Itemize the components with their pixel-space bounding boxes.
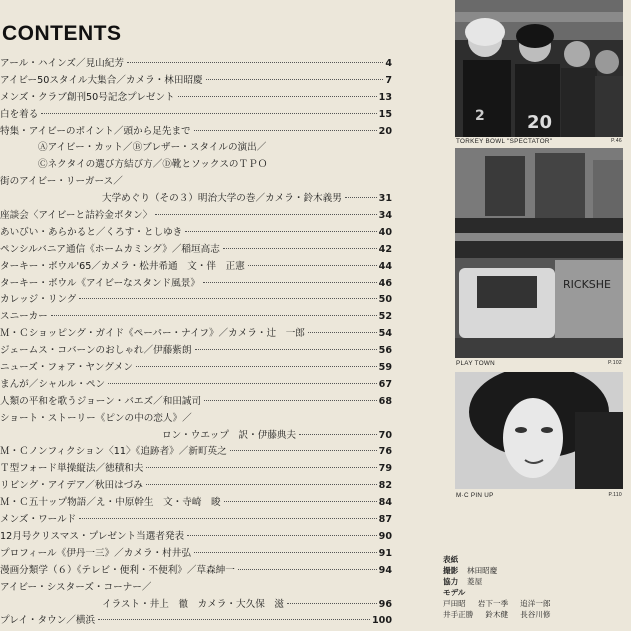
toc-entry-title: スニーカー xyxy=(0,311,48,323)
toc-leader-dots xyxy=(51,315,377,316)
toc-leader-dots xyxy=(195,349,377,350)
play-town-photo xyxy=(455,148,623,358)
model-name: 戸田昭 xyxy=(443,599,466,608)
model-name: 追洋一郎 xyxy=(520,599,551,608)
toc-entry xyxy=(0,276,392,293)
toc-entry xyxy=(0,259,392,276)
toc-leader-dots xyxy=(224,501,377,502)
toc-entry xyxy=(0,613,392,630)
toc-entry-title: 街のアイビー・リーガース／ xyxy=(0,176,123,188)
toc-entry-page: 13 xyxy=(378,91,392,103)
toc-entry-title: アイビー・シスターズ・コーナー／ xyxy=(0,581,152,593)
toc-entry-title: ジェームス・コバーンのおしゃれ／伊藤紫朗 xyxy=(0,345,192,357)
toc-entry-page: 44 xyxy=(378,260,392,272)
toc-leader-dots xyxy=(98,619,370,620)
toc-entry-page: 59 xyxy=(378,362,392,374)
toc-entry xyxy=(0,225,392,242)
photo-label: 撮影 xyxy=(443,566,459,575)
toc-entry-page: 94 xyxy=(378,564,392,576)
toc-leader-dots xyxy=(79,298,376,299)
caption-pin-up xyxy=(456,492,622,499)
toc-entry xyxy=(0,326,392,343)
caption-text: PLAY TOWN xyxy=(456,360,495,367)
svg-text:2: 2 xyxy=(475,108,485,124)
pin-up-photo xyxy=(455,372,623,489)
toc-entry xyxy=(0,292,392,309)
toc-leader-dots xyxy=(127,62,383,63)
toc-entry-page: 70 xyxy=(378,429,392,441)
toc-entry-title: 大学めぐり（その３）明治大学の巻／カメラ・鈴木義男 xyxy=(102,193,342,205)
caption-page: P.46 xyxy=(611,138,622,144)
toc-entry xyxy=(0,73,392,90)
toc-entry-title: Ｍ・Ｃノンフィクション〈11〉《追跡者》／新町英之 xyxy=(0,446,227,458)
caption-text: TORKEY BOWL "SPECTATOR" xyxy=(456,138,553,145)
toc-entry-title: Ｍ・Ｃ五十ップ物語／え・中原幹生 文・寺崎 晙 xyxy=(0,497,221,509)
toc-entry-title: 座談会〈アイビーと詰衿金ボタン〉 xyxy=(0,210,153,222)
toc-entry-page: 15 xyxy=(378,108,392,120)
toc-entry-title: 人類の平和を歌うジョーン・バエズ／和田誠司 xyxy=(0,395,202,407)
toc-entry-page: 20 xyxy=(378,125,392,137)
toc-entry xyxy=(0,377,392,394)
toc-entry-title: プロフィール《伊丹一三》／カメラ・村井弘 xyxy=(0,547,191,559)
toc-entry-title: アイビー50スタイル大集合／カメラ・林田昭慶 xyxy=(0,74,203,86)
model-name: 井手正勝 xyxy=(443,610,474,619)
toc-leader-dots xyxy=(308,332,377,333)
toc-entry-title: 白を着る xyxy=(0,108,39,120)
toc-entry-page: 42 xyxy=(378,243,392,255)
toc-entry-title: Ⓐアイビー・カット／Ⓑブレザー・スタイルの演出／ xyxy=(38,142,267,154)
toc-entry xyxy=(0,90,392,107)
toc-entry xyxy=(0,107,392,124)
assist-label: 協力 xyxy=(443,577,459,586)
toc-entry-title: 特集・アイビーのポイント／頭から足先まで xyxy=(0,125,191,137)
toc-leader-dots xyxy=(287,603,377,604)
toc-entry-page: 46 xyxy=(378,277,392,289)
toc-entry xyxy=(0,394,392,411)
svg-text:RICKSHE: RICKSHE xyxy=(563,278,611,291)
assist-name: 菱屋 xyxy=(467,577,483,586)
toc-leader-dots xyxy=(204,400,377,401)
toc-leader-dots xyxy=(136,366,377,367)
toc-entry-title: ペンシルバニア通信《ホームカミング》／稲垣高志 xyxy=(0,243,220,255)
toc-leader-dots xyxy=(187,535,377,536)
toc-leader-dots xyxy=(79,518,376,519)
toc-entry-page: 68 xyxy=(378,395,392,407)
toc-entry-page: 76 xyxy=(378,446,392,458)
toc-entry-title: 12月号クリスマス・プレゼント当選者発表 xyxy=(0,530,185,542)
toc-entry xyxy=(0,428,392,445)
toc-entry xyxy=(0,563,392,580)
toc-entry xyxy=(0,411,392,428)
toc-list xyxy=(0,56,392,630)
toc-leader-dots xyxy=(248,265,377,266)
toc-entry xyxy=(0,157,392,174)
cover-label: 表紙 xyxy=(443,555,459,564)
photographer-name: 林田昭慶 xyxy=(467,566,498,575)
toc-entry xyxy=(0,580,392,597)
toc-entry-title: アール・ハインズ／見山紀芳 xyxy=(0,58,124,69)
toc-entry xyxy=(0,309,392,326)
toc-leader-dots xyxy=(203,282,377,283)
caption-spectator xyxy=(456,138,622,145)
toc-entry-title: ショート・ストーリー《ピンの中の恋人》／ xyxy=(0,412,192,424)
toc-entry-title: Ⓒネクタイの選び方結び方／Ⓓ靴とソックスのＴＰＯ xyxy=(38,159,268,171)
toc-entry-page: 50 xyxy=(378,294,392,306)
model-name: 長谷川修 xyxy=(520,610,551,619)
toc-entry xyxy=(0,242,392,259)
toc-leader-dots xyxy=(238,569,377,570)
toc-entry-page: 31 xyxy=(378,193,392,205)
toc-entry xyxy=(0,174,392,191)
toc-entry xyxy=(0,478,392,495)
toc-entry-title: プレイ・タウン／横浜 xyxy=(0,615,96,627)
spectator-photo xyxy=(455,0,623,137)
toc-entry xyxy=(0,124,392,141)
caption-page: P.102 xyxy=(608,360,622,366)
toc-entry xyxy=(0,461,392,478)
caption-page: P.110 xyxy=(608,492,622,498)
toc-entry-title: ロン・ウエップ 訳・伊藤典夫 xyxy=(162,429,297,441)
toc-entry-title: ニューズ・フォア・ヤングメン xyxy=(0,362,133,374)
toc-leader-dots xyxy=(194,130,377,131)
model-name: 岩下一季 xyxy=(477,599,509,608)
toc-entry-page: 87 xyxy=(378,514,392,526)
toc-entry-page: 34 xyxy=(378,210,392,222)
toc-entry-page: 82 xyxy=(378,480,392,492)
toc-entry-page: 96 xyxy=(378,598,392,610)
model-name: 鈴木健 xyxy=(485,610,509,619)
toc-entry-page: 79 xyxy=(378,463,392,475)
toc-entry-title: ターキー・ボウル'65／カメラ・松井希通 文・伴 正憲 xyxy=(0,260,245,272)
toc-entry-page: 90 xyxy=(378,530,392,542)
toc-leader-dots xyxy=(299,434,377,435)
toc-entry xyxy=(0,208,392,225)
toc-entry xyxy=(0,140,392,157)
toc-leader-dots xyxy=(185,231,376,232)
toc-entry-title: リビング・アイデア／秋田はづみ xyxy=(0,480,143,492)
toc-entry-page: 56 xyxy=(378,345,392,357)
toc-entry-title: カレッジ・リング xyxy=(0,294,77,306)
toc-entry-title: あいびい・あらかると／くろす・としゆき xyxy=(0,226,183,238)
toc-entry xyxy=(0,529,392,546)
models-row-2 xyxy=(443,609,628,620)
toc-entry-title: ターキー・ボウル《アイビーなスタンド風景》 xyxy=(0,277,200,289)
toc-entry xyxy=(0,546,392,563)
toc-entry-page: 40 xyxy=(378,226,392,238)
toc-entry xyxy=(0,512,392,529)
cover-credits xyxy=(443,554,628,620)
toc-leader-dots xyxy=(194,552,377,553)
toc-entry xyxy=(0,343,392,360)
caption-play-town xyxy=(456,360,622,367)
toc-leader-dots xyxy=(178,96,377,97)
toc-entry-page: 7 xyxy=(385,74,392,86)
toc-entry-title: 漫画分類学（６）《テレビ・便利・不便利》／草森紳一 xyxy=(0,564,235,576)
page-title: CONTENTS xyxy=(2,22,122,45)
toc-entry xyxy=(0,444,392,461)
svg-text:20: 20 xyxy=(527,112,553,133)
toc-entry-page: 54 xyxy=(378,328,392,340)
models-row-1 xyxy=(443,598,628,609)
toc-leader-dots xyxy=(155,214,376,215)
toc-entry-title: イラスト・井上 徹 カメラ・大久保 滋 xyxy=(102,598,284,610)
toc-entry-title: Ｔ型フォード単操縦法／徳積和夫 xyxy=(0,463,144,475)
toc-entry xyxy=(0,191,392,208)
toc-entry-title: メンズ・ワールド xyxy=(0,514,77,526)
toc-entry xyxy=(0,495,392,512)
toc-leader-dots xyxy=(206,79,384,80)
toc-entry xyxy=(0,56,392,73)
toc-entry-page: 52 xyxy=(378,311,392,323)
toc-leader-dots xyxy=(230,450,377,451)
toc-leader-dots xyxy=(108,383,377,384)
toc-entry-title: メンズ・クラブ創刊50号記念プレゼント xyxy=(0,91,175,103)
toc-entry xyxy=(0,597,392,614)
toc-entry xyxy=(0,360,392,377)
toc-entry-page: 100 xyxy=(371,615,392,627)
toc-leader-dots xyxy=(146,484,377,485)
toc-entry-page: 84 xyxy=(378,497,392,509)
model-label: モデル xyxy=(443,588,466,597)
toc-entry-page: 67 xyxy=(378,378,392,390)
toc-leader-dots xyxy=(345,197,377,198)
toc-entry-title: Ｍ・Ｃショッピング・ガイド《ペーパー・ナイフ》／カメラ・辻 一郎 xyxy=(0,328,305,340)
caption-text: M·C PIN UP xyxy=(456,492,494,499)
toc-leader-dots xyxy=(146,467,376,468)
toc-entry-page: 4 xyxy=(385,58,392,69)
toc-entry-page: 91 xyxy=(378,547,392,559)
toc-leader-dots xyxy=(41,113,376,114)
toc-entry-title: まんが／シャルル・ペン xyxy=(0,378,106,390)
toc-leader-dots xyxy=(223,248,377,249)
